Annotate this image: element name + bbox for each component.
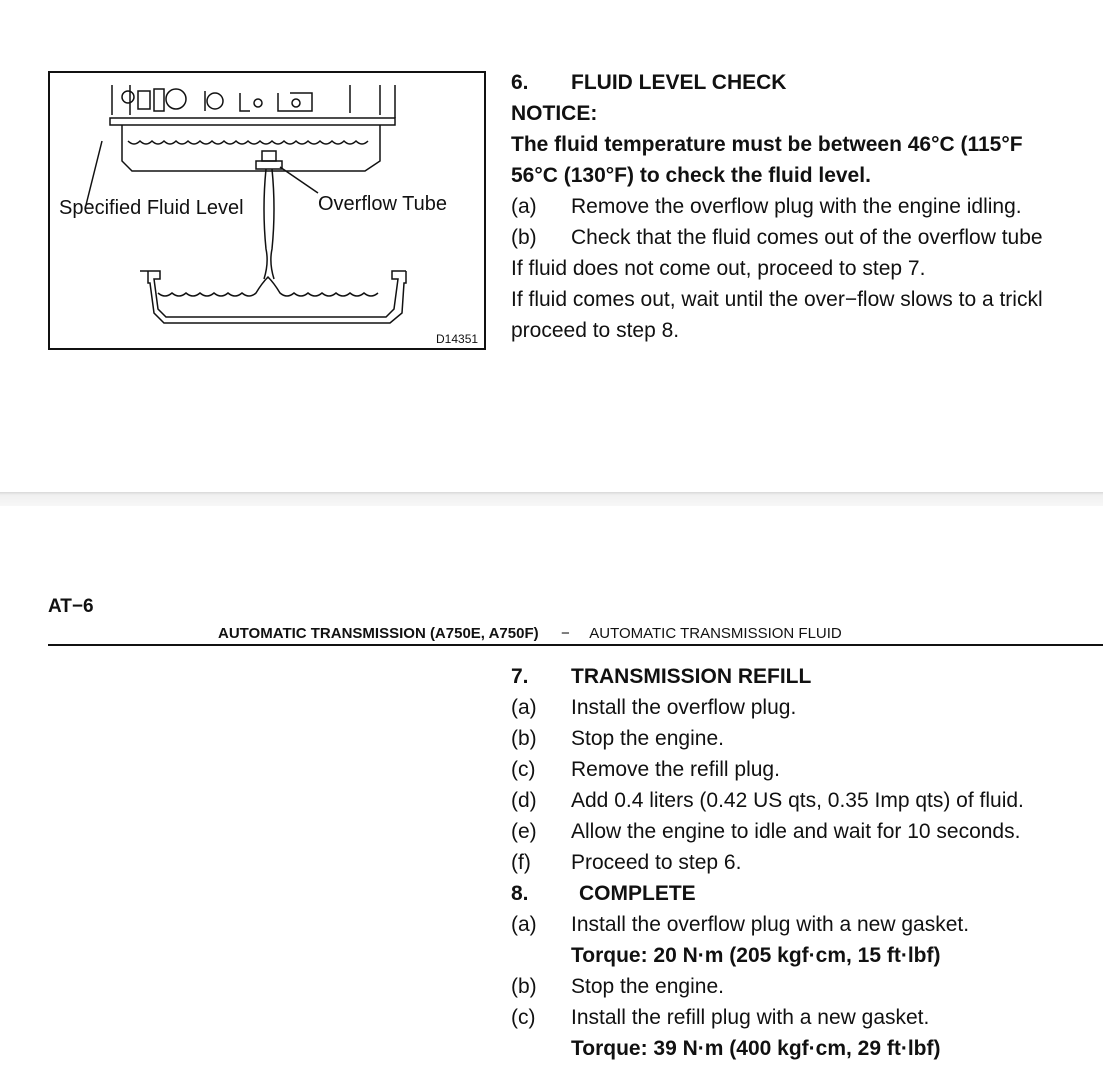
section-header: [218, 624, 842, 643]
step-8-section: [511, 878, 1103, 1072]
step-7-item-text: Remove the refill plug.: [571, 758, 780, 781]
page-divider: [0, 492, 1103, 506]
header-rule: [48, 644, 1103, 646]
section-header-bold: AUTOMATIC TRANSMISSION (A750E, A750F): [218, 625, 539, 642]
step-6-para-1: If fluid does not come out, proceed to step 7.: [511, 257, 926, 280]
step-6-item-a-letter: (a): [511, 195, 537, 218]
step-7-item-text: Proceed to step 6.: [571, 851, 742, 874]
step-7-item-text: Install the overflow plug.: [571, 696, 797, 719]
torque-spec-a: Torque: 20 N·m (205 kgf·cm, 15 ft·lbf): [571, 944, 941, 967]
section-header-normal: AUTOMATIC TRANSMISSION FLUID: [589, 625, 842, 642]
step-6-section: [511, 67, 1103, 357]
notice-line-1: The fluid temperature must be between 46°C (115°F: [511, 133, 1023, 156]
step-8-item-c-letter: (c): [511, 1006, 536, 1029]
step-8-item-a-letter: (a): [511, 913, 537, 936]
step-6-title: FLUID LEVEL CHECK: [571, 71, 787, 94]
step-6-item-a-text: Remove the overflow plug with the engine idling.: [571, 195, 1022, 218]
step-6-item-b-text: Check that the fluid comes out of the overflow tube: [571, 226, 1043, 249]
fluid-level-figure: [48, 71, 486, 350]
step-7-title: TRANSMISSION REFILL: [571, 665, 812, 688]
figure-code: D14351: [436, 332, 479, 346]
step-8-item-b-text: Stop the engine.: [571, 975, 724, 998]
step-7-item-letter: (f): [511, 851, 531, 874]
step-7-item-text: Allow the engine to idle and wait for 10 seconds.: [571, 820, 1021, 843]
specified-fluid-level-label: Specified Fluid Level: [59, 197, 244, 219]
step-8-item-c-text: Install the refill plug with a new gasket.: [571, 1006, 930, 1029]
step-7-section: [511, 661, 1103, 881]
overflow-tube-label: Overflow Tube: [318, 193, 447, 215]
step-8-title: COMPLETE: [579, 882, 696, 905]
step-6-item-b-letter: (b): [511, 226, 537, 249]
torque-spec-c: Torque: 39 N·m (400 kgf·cm, 29 ft·lbf): [571, 1037, 941, 1060]
notice-line-2: 56°C (130°F) to check the fluid level.: [511, 164, 871, 187]
step-8-item-b-letter: (b): [511, 975, 537, 998]
step-6-para-2-line-1: If fluid comes out, wait until the over−flow slows to a trickl: [511, 288, 1043, 311]
step-8-item-a-text: Install the overflow plug with a new gasket.: [571, 913, 970, 936]
step-7-item-letter: (c): [511, 758, 536, 781]
step-7-item-text: Add 0.4 liters (0.42 US qts, 0.35 Imp qts) of fluid.: [571, 789, 1024, 812]
section-header-dash: −: [560, 625, 570, 642]
step-6-number: 6.: [511, 71, 529, 94]
step-7-number: 7.: [511, 665, 529, 688]
step-8-number: 8.: [511, 882, 529, 905]
page-code: AT−6: [48, 596, 94, 617]
step-6-para-2-line-2: proceed to step 8.: [511, 319, 680, 342]
step-7-item-letter: (d): [511, 789, 537, 812]
step-7-item-text: Stop the engine.: [571, 727, 724, 750]
step-7-item-letter: (a): [511, 696, 537, 719]
step-7-item-letter: (b): [511, 727, 537, 750]
step-7-item-letter: (e): [511, 820, 537, 843]
notice-label: NOTICE:: [511, 102, 598, 125]
